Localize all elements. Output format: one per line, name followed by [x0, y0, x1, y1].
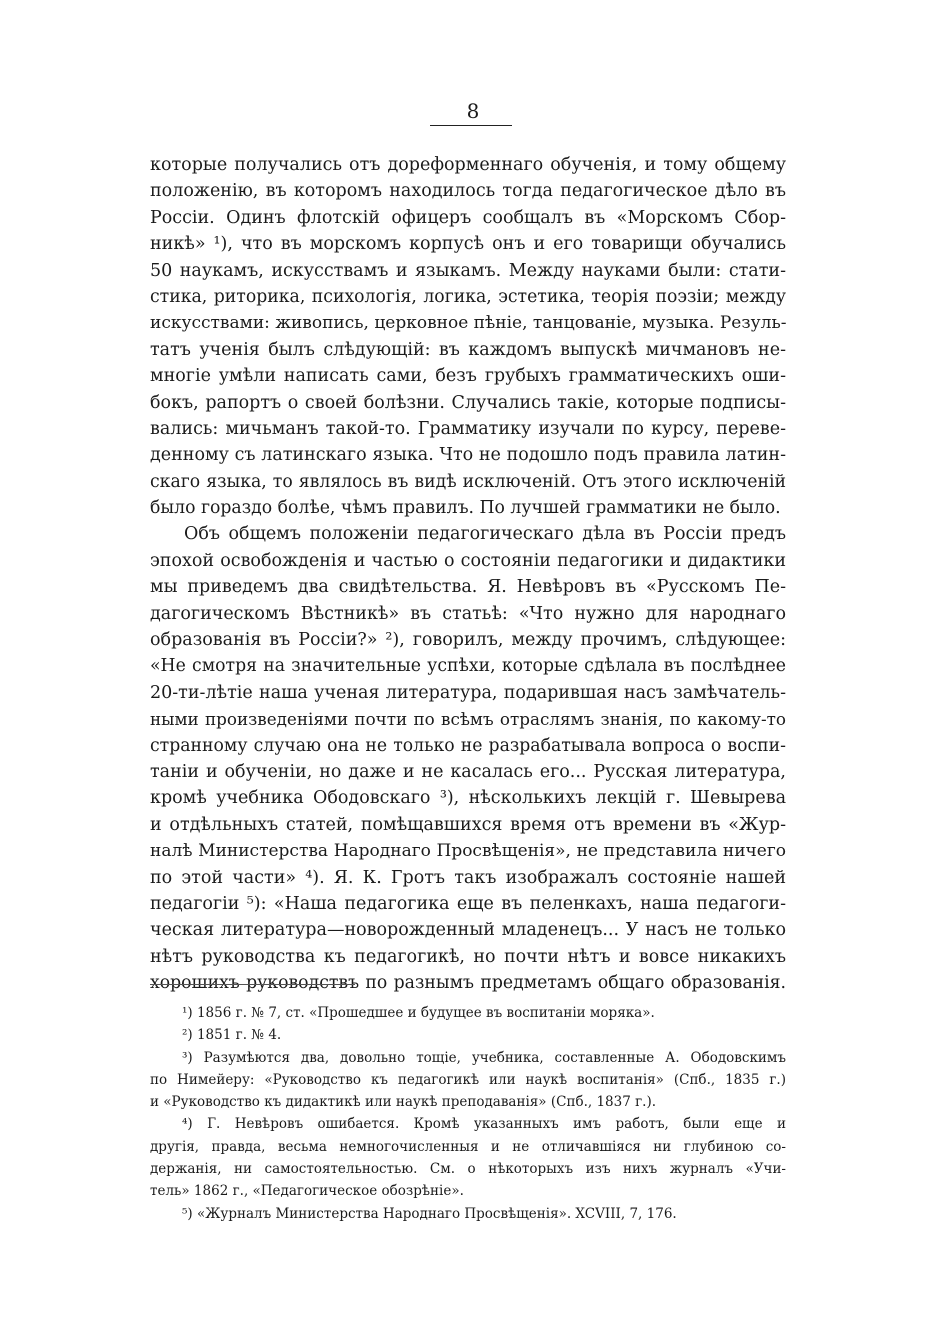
text-line: образованія въ Россіи?» ²), говорилъ, между прочимъ, слѣдующее:: [150, 630, 786, 651]
footnote-line: по Нимейеру: «Руководство къ педагогикѣ или наукѣ воспитанія» (Спб., 1835 г.): [150, 1071, 786, 1088]
footnote-line: ¹) 1856 г. № 7, ст. «Прошедшее и будущее въ воспитаніи моряка».: [182, 1005, 655, 1021]
text-line: нѣтъ руководства къ педагогикѣ, но почти нѣтъ и вовсе никакихъ: [150, 946, 786, 967]
text-line: скаго языка, то являлось въ видѣ исключеній. Отъ этого исключеній: [150, 471, 786, 492]
text-line: татъ ученія былъ слѣдующій: въ каждомъ выпускѣ мичмановъ не-: [150, 339, 786, 360]
text-line: 20-ти-лѣтіе наша ученая литература, подарившая насъ замѣчатель-: [150, 682, 786, 703]
text-line: никѣ» ¹), что въ морскомъ корпусѣ онъ и его товарищи обучались: [150, 234, 786, 255]
text-line: положенію, въ которомъ находилось тогда педагогическое дѣло въ: [150, 181, 786, 202]
footnote-line: ⁵) «Журналъ Министерства Народнаго Просвѣщенія». XCVIII, 7, 176.: [182, 1205, 677, 1222]
text-line: и отдѣльныхъ статей, помѣщавшихся время отъ времени въ «Жур-: [150, 814, 786, 835]
footnote-line: другія, правда, весьма немногочисленныя и не отличавшіяся ни глубиною со-: [150, 1138, 786, 1155]
text-line: по этой части» ⁴). Я. К. Гротъ такъ изображалъ состояніе нашей: [150, 867, 786, 888]
text-line: 50 наукамъ, искусствамъ и языкамъ. Между науками были: стати-: [150, 260, 786, 281]
text-line: дагогическомъ Вѣстникѣ» въ статьѣ: «Что нужно для народнаго: [150, 603, 786, 624]
footnote-line: тель» 1862 г., «Педагогическое обозрѣніе».: [150, 1183, 464, 1200]
page-number-rule: [430, 125, 512, 126]
text-line: кромѣ учебника Ободовскаго ³), нѣсколькихъ лекцій г. Шевырева: [150, 788, 786, 809]
text-line: Россіи. Одинъ флотскій офицеръ сообщалъ въ «Морскомъ Сбор-: [150, 207, 786, 228]
text-line: бокъ, рапортъ о своей болѣзни. Случались такіе, которые подписы-: [150, 392, 786, 413]
main-text: [150, 152, 786, 997]
text-line: было гораздо болѣе, чѣмъ правилъ. По лучшей грамматики не было.: [150, 498, 781, 519]
page-number: 8: [466, 99, 480, 123]
text-line: хорошихъ руководствъ по разнымъ предметамъ общаго образованія.: [150, 973, 786, 994]
text-line: мы приведемъ два свидѣтельства. Я. Невѣровъ въ «Русскомъ Пе-: [150, 577, 786, 598]
footnotes: [150, 1002, 786, 1225]
text-line: Объ общемъ положеніи педагогическаго дѣла въ Россіи предъ: [184, 524, 786, 545]
text-line: ческая литература—новорожденный младенецъ... У насъ не только: [150, 920, 786, 941]
text-line: «Не смотря на значительные успѣхи, которые сдѣлала въ послѣднее: [150, 656, 786, 677]
text-line: таніи и обученіи, но даже и не касалась его... Русская литература,: [150, 761, 786, 782]
footnote-line: держанія, ни самостоятельностью. См. о нѣкоторыхъ изъ нихъ журналъ «Учи-: [150, 1161, 786, 1178]
footnote-line: ⁴) Г. Невѣровъ ошибается. Кромѣ указанныхъ имъ работъ, были еще и: [182, 1116, 786, 1133]
text-line: странному случаю она не только не разрабатывала вопроса о воспи-: [150, 735, 786, 756]
text-line: которые получались отъ дореформеннаго обученія, и тому общему: [150, 155, 786, 175]
text-line: стика, риторика, психологія, логика, эстетика, теорія поэзіи; между: [150, 286, 786, 307]
text-line: налѣ Министерства Народнаго Просвѣщенія», не представила ничего: [150, 841, 786, 862]
footnote-divider: [150, 984, 355, 985]
text-line: эпохой освобожденія и частью о состояніи педагогики и дидактики: [150, 550, 786, 571]
footnote-line: ³) Разумѣются два, довольно тощіе, учебника, составленные А. Ободовскимъ: [182, 1049, 786, 1066]
footnote-line: ²) 1851 г. № 4.: [182, 1027, 282, 1044]
text-line: педагогіи ⁵): «Наша педагогика еще въ пеленкахъ, наша педагоги-: [150, 893, 786, 914]
text-line: денному съ латинскаго языка. Что не подошло подъ правила латин-: [150, 445, 786, 466]
text-line: ными произведеніями почти по всѣмъ отраслямъ знанія, по какому-то: [150, 709, 786, 730]
text-line: вались: мичьманъ такой-то. Грамматику изучали по курсу, переве-: [150, 418, 786, 439]
text-line: искусствами: живопись, церковное пѣніе, танцованіе, музыка. Резуль-: [150, 313, 787, 334]
text-line: многіе умѣли написать сами, безъ грубыхъ грамматическихъ оши-: [150, 366, 786, 387]
footnote-line: и «Руководство къ дидактикѣ или наукѣ преподаванія» (Спб., 1837 г.).: [150, 1094, 657, 1111]
